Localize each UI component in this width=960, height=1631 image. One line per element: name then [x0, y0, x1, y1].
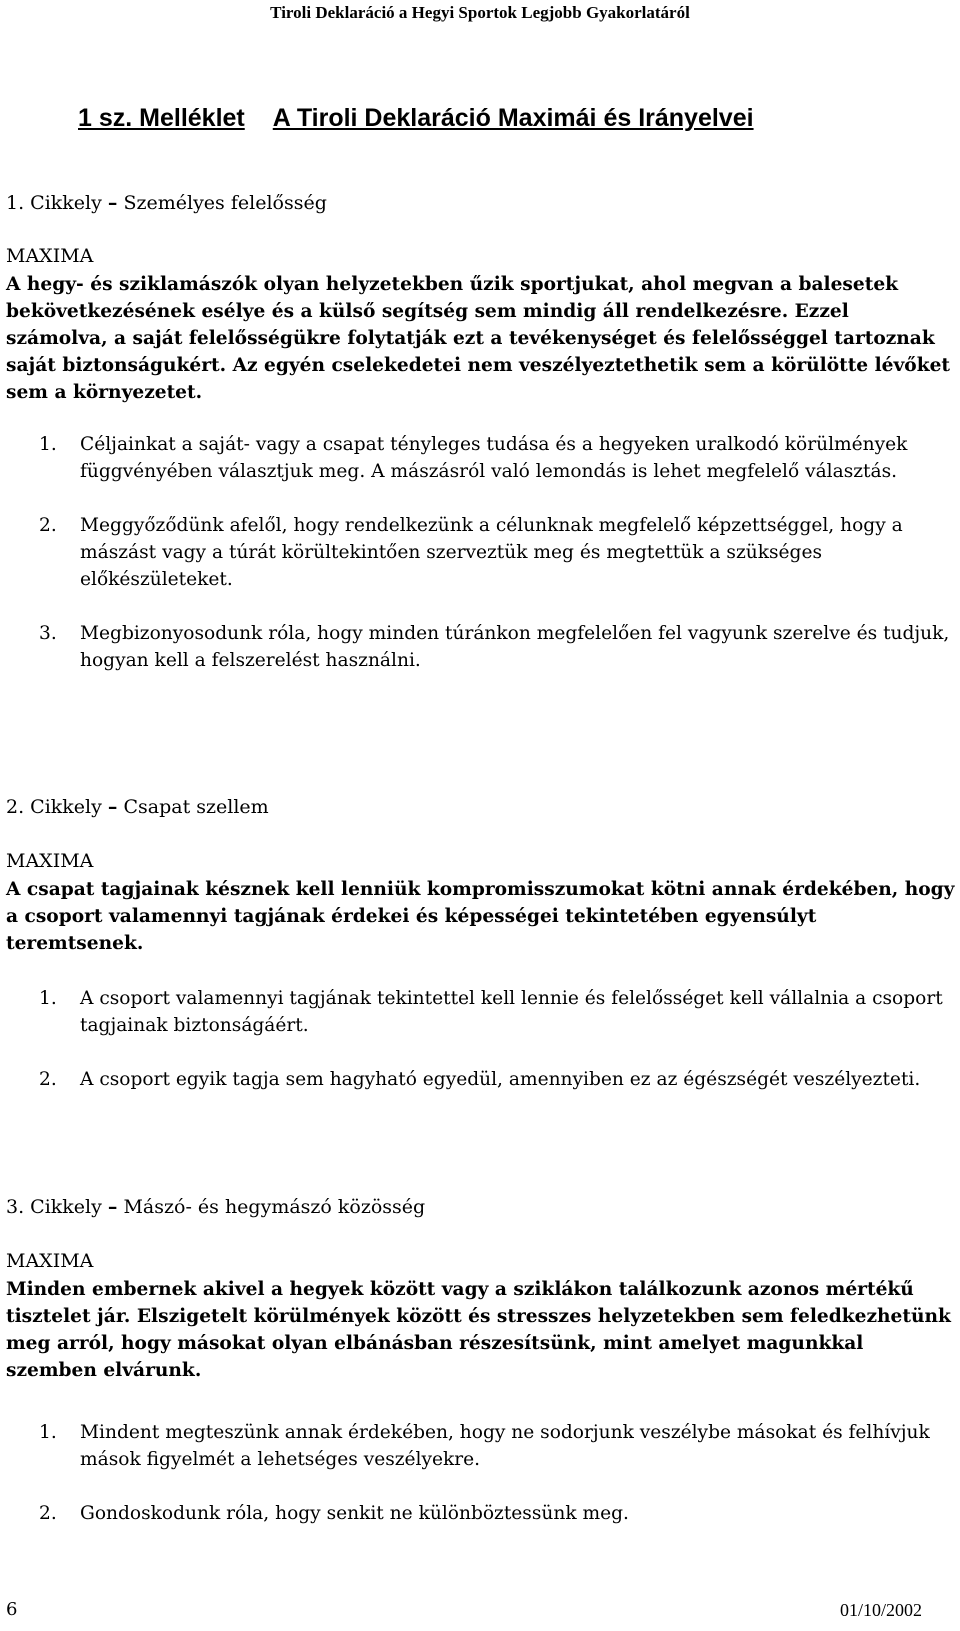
list-text: Gondoskodunk róla, hogy senkit ne különböztessünk meg.	[80, 1503, 629, 1524]
article-dash: –	[107, 1196, 118, 1218]
principles-list	[6, 1419, 956, 1527]
list-number: 2.	[39, 1069, 57, 1090]
list-text: Mindent megteszünk annak érdekében, hogy ne sodorjunk veszélybe másokat és felhívjuk mások figyelmét a lehetséges veszélyekre.	[80, 1422, 930, 1470]
article-heading	[6, 795, 269, 819]
list-item	[6, 620, 956, 674]
list-item	[6, 1419, 956, 1473]
list-text: Meggyőződünk afelől, hogy rendelkezünk a célunknak megfelelő képzettséggel, hogy a mászást vagy a túrát körültekintően szerveztük meg és megtettük a szükséges előkészületeket.	[80, 515, 903, 590]
footer-date: 01/10/2002	[839, 1600, 922, 1620]
principles-list	[6, 431, 956, 674]
list-text: A csoport valamennyi tagjának tekintettel kell lennie és felelősséget kell vállalnia a csoport tagjainak biztonságáért.	[80, 988, 943, 1036]
page-number: 6	[6, 1599, 18, 1620]
maxim-text: A hegy- és sziklamászók olyan helyzetekben űzik sportjukat, ahol megvan a balesetek bekövetkezésének esélye és a külső segítség sem mindig áll rendelkezésre. Ezzel számolva, a saját felelősségükre folytatják ezt a tevékenységet és felelősséggel tartoznak saját biztonságukért. Az egyén cselekedetei nem veszélyeztethetik sem a körülötte lévőket sem a környezetet.	[6, 274, 951, 403]
article-number: 2. Cikkely	[6, 796, 102, 818]
article-number: 1. Cikkely	[6, 192, 102, 214]
list-item	[6, 1500, 956, 1527]
maxim-text: Minden embernek akivel a hegyek között vagy a sziklákon találkozunk azonos mértékű tisztelet jár. Elszigetelt körülmények között és stresszes helyzetekben sem feledkezhetünk meg arról, hogy másokat olyan elbánásban részesítsünk, mint amelyet magunkkal szemben elvárunk.	[6, 1279, 951, 1381]
article-title: Mászó- és hegymászó közösség	[123, 1196, 426, 1218]
article-dash: –	[107, 192, 118, 214]
maxima-label: MAXIMA	[6, 850, 94, 872]
annex-number: 1 sz. Melléklet	[78, 104, 245, 132]
annex-title	[78, 102, 754, 134]
list-text: Céljainkat a saját- vagy a csapat tényleges tudása és a hegyeken uralkodó körülmények függvényében választjuk meg. A mászásról való lemondás is lehet megfelelő választás.	[80, 434, 908, 482]
article-heading	[6, 191, 327, 215]
list-item	[6, 512, 956, 593]
list-number: 1.	[39, 988, 57, 1009]
article-heading	[6, 1195, 425, 1219]
list-number: 1.	[39, 1422, 57, 1443]
article-dash: –	[107, 796, 118, 818]
list-number: 2.	[39, 515, 57, 536]
list-text: Megbizonyosodunk róla, hogy minden túránkon megfelelően fel vagyunk szerelve és tudjuk, hogyan kell a felszerelést használni.	[80, 623, 950, 671]
article-title: Csapat szellem	[123, 796, 269, 818]
list-item	[6, 985, 956, 1039]
maxima-label: MAXIMA	[6, 245, 94, 267]
list-item	[6, 1066, 956, 1093]
annex-title-text: A Tiroli Deklaráció Maximái és Irányelvei	[272, 104, 754, 132]
list-number: 1.	[39, 434, 57, 455]
article-number: 3. Cikkely	[6, 1196, 102, 1218]
principles-list	[6, 985, 956, 1093]
list-item	[6, 431, 956, 485]
article-title: Személyes felelősség	[123, 192, 327, 214]
list-number: 2.	[39, 1503, 57, 1524]
running-header: Tiroli Deklaráció a Hegyi Sportok Legjobb Gyakorlatáról	[270, 3, 690, 22]
list-number: 3.	[39, 623, 57, 644]
maxim-text: A csapat tagjainak késznek kell lenniük kompromisszumokat kötni annak érdekében, hogy a csoport valamennyi tagjának érdekei és képességei tekintetében egyensúlyt teremtsenek.	[6, 879, 955, 954]
list-text: A csoport egyik tagja sem hagyható egyedül, amennyiben ez az égészségét veszélyezteti.	[80, 1069, 921, 1090]
maxima-label: MAXIMA	[6, 1250, 94, 1272]
